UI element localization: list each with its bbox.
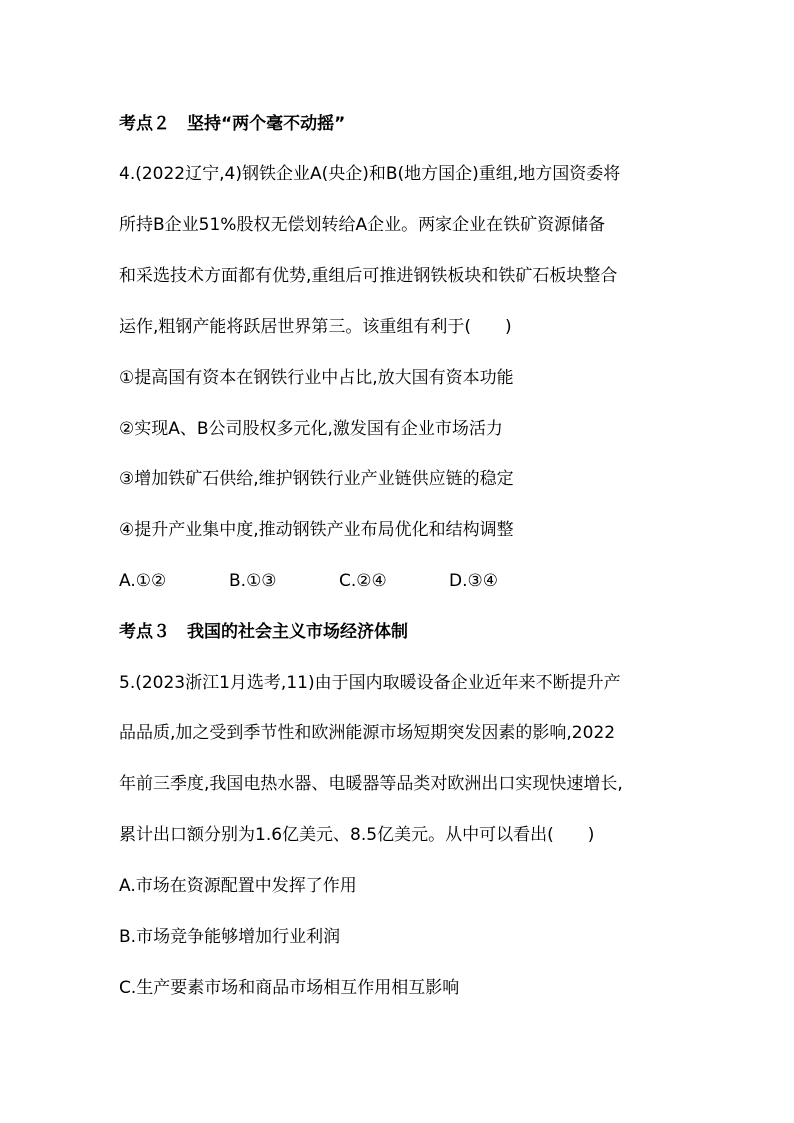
question-4-line-4: 运作,粗钢产能将跃居世界第三。该重组有利于( ) — [119, 317, 512, 337]
question-5-option-a: A.市场在资源配置中发挥了作用 — [119, 876, 357, 896]
question-5-line-2: 品品质,加之受到季节性和欧洲能源市场短期突发因素的影响,2022 — [119, 723, 616, 743]
section-heading-3: 考点３ 我国的社会主义市场经济体制 — [119, 622, 408, 642]
question-4-option-b: B.①③ — [229, 571, 277, 591]
question-4-statement-2: ②实现A、B公司股权多元化,激发国有企业市场活力 — [119, 419, 503, 439]
question-4-option-a: A.①② — [119, 571, 167, 591]
question-5-option-c: C.生产要素市场和商品市场相互作用相互影响 — [119, 978, 460, 998]
question-4-line-2: 所持B企业51%股权无偿划转给A企业。两家企业在铁矿资源储备 — [119, 215, 606, 235]
question-4-options — [119, 570, 719, 592]
question-4-statement-3: ③增加铁矿石供给,维护钢铁行业产业链供应链的稳定 — [119, 469, 514, 489]
question-4-option-c: C.②④ — [339, 571, 387, 591]
question-5-line-3: 年前三季度,我国电热水器、电暖器等品类对欧洲出口实现快速增长, — [119, 774, 623, 794]
question-4-statement-1: ①提高国有资本在钢铁行业中占比,放大国有资本功能 — [119, 368, 514, 388]
question-4-statement-4: ④提升产业集中度,推动钢铁产业布局优化和结构调整 — [119, 520, 514, 540]
question-4-line-1: 4.(2022辽宁,4)钢铁企业A(央企)和B(地方国企)重组,地方国资委将 — [119, 164, 621, 184]
question-5-line-1: 5.(2023浙江1月选考,11)由于国内取暖设备企业近年来不断提升产 — [119, 673, 621, 693]
question-4-line-3: 和采选技术方面都有优势,重组后可推进钢铁板块和铁矿石板块整合 — [119, 266, 618, 286]
question-5-line-4: 累计出口额分别为1.6亿美元、8.5亿美元。从中可以看出( ) — [119, 825, 595, 845]
question-4-option-d: D.③④ — [449, 571, 498, 591]
question-5-option-b: B.市场竞争能够增加行业利润 — [119, 927, 341, 947]
section-heading-2: 考点２ 坚持“两个毫不动摇” — [119, 114, 346, 134]
